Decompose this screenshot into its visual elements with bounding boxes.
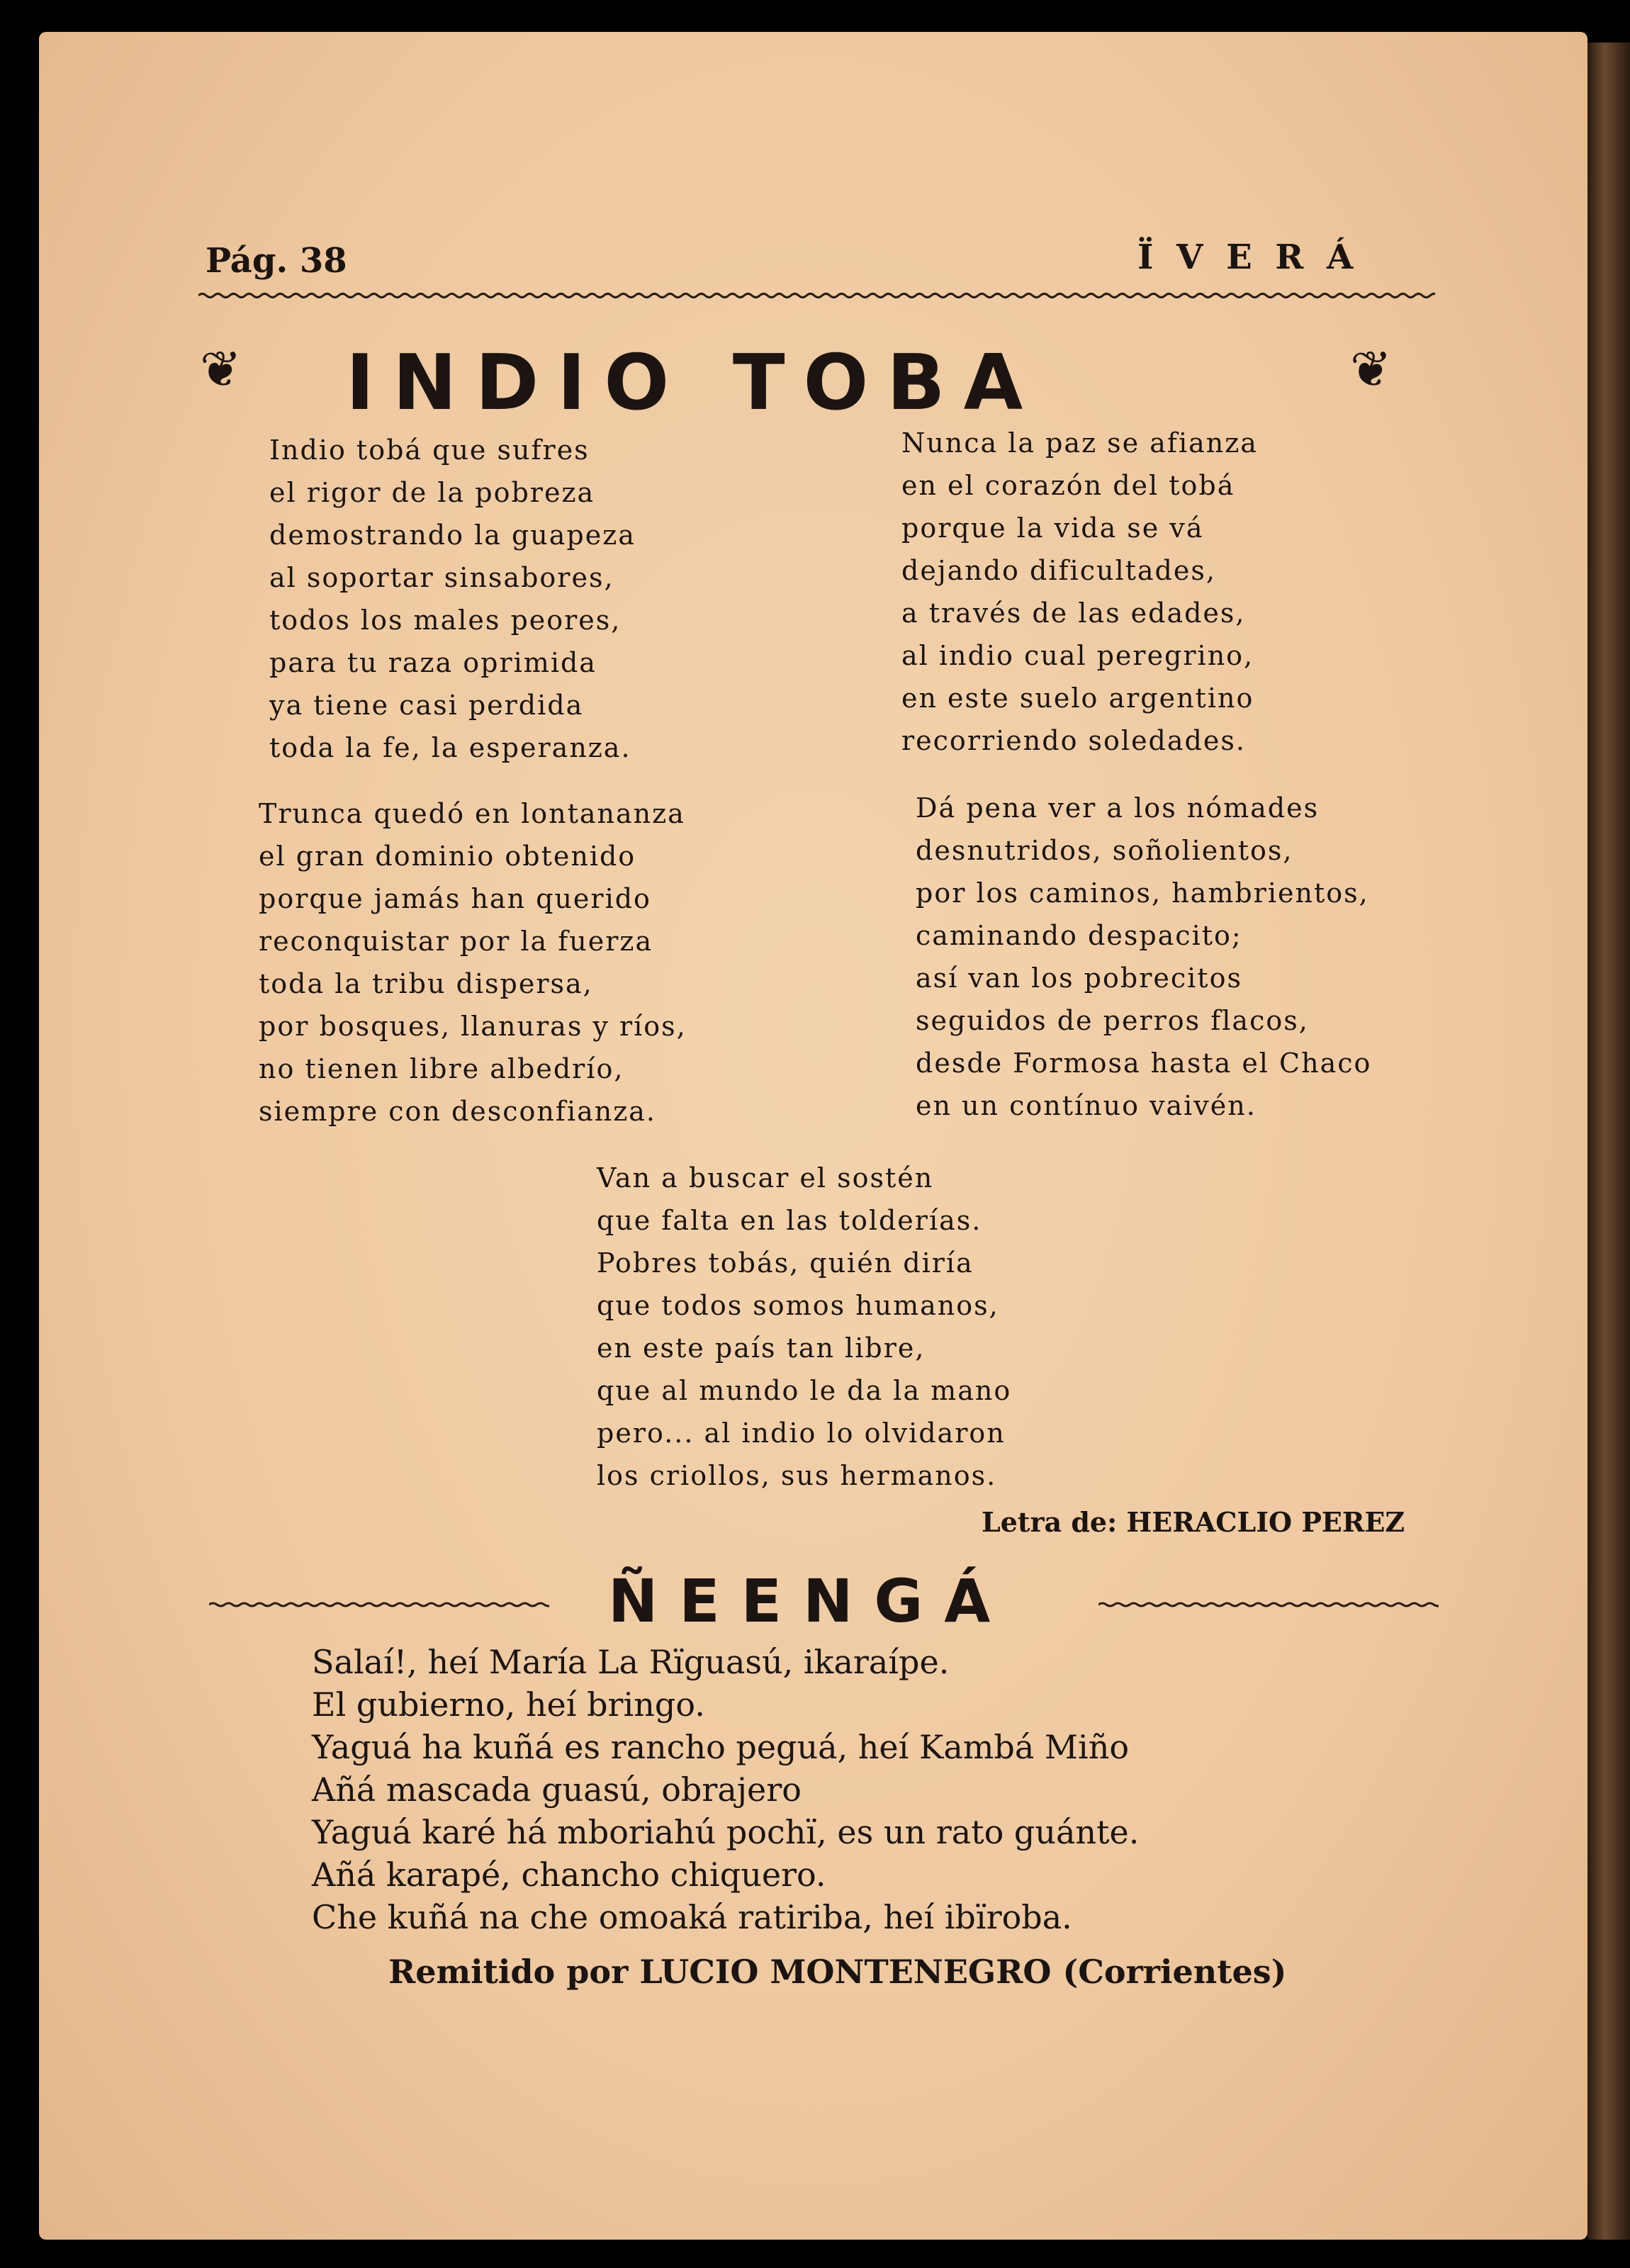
header-wavy-rule [198, 289, 1435, 302]
verse-line: toda la fe, la esperanza. [269, 732, 631, 763]
verse-line: siempre con desconfianza. [259, 1096, 656, 1127]
verse-line: en este país tan libre, [597, 1332, 926, 1364]
verse-line: por bosques, llanuras y ríos, [259, 1011, 687, 1042]
verse-line: los criollos, sus hermanos. [597, 1460, 997, 1491]
stanza-4 [916, 787, 1371, 1127]
poem-credit: Letra de: HERACLIO PEREZ [982, 1506, 1405, 1538]
verse-line: porque jamás han querido [259, 883, 651, 914]
verse-line: Van a buscar el sostén [597, 1162, 934, 1194]
verse-line: dejando dificultades, [901, 555, 1216, 586]
verse-line: seguidos de perros flacos, [916, 1005, 1309, 1036]
poem-title: INDIO TOBA [346, 339, 1042, 427]
verse-line: al soportar sinsabores, [269, 562, 614, 593]
verse-line: no tienen libre albedrío, [259, 1053, 624, 1084]
verse-line: Trunca quedó en lontananza [259, 798, 685, 829]
verse-line: toda la tribu dispersa, [259, 968, 593, 999]
left-ornament: ❦ [200, 340, 242, 398]
verse-line: que falta en las tolderías. [597, 1205, 982, 1236]
book-spine [1587, 43, 1630, 2240]
verse-line: por los caminos, hambrientos, [916, 877, 1369, 909]
prose-line: Salaí!, heí María La Rïguasú, ikaraípe. [312, 1643, 950, 1681]
right-wavy-rule [1098, 1598, 1439, 1612]
verse-line: Pobres tobás, quién diría [597, 1247, 974, 1279]
prose-line: Yaguá karé há mboriahú pochï, es un rato guánte. [312, 1813, 1140, 1851]
verse-line: así van los pobrecitos [916, 962, 1242, 994]
stanza-3 [901, 422, 1258, 762]
verse-line: Nunca la paz se afianza [901, 427, 1258, 459]
verse-line: Indio tobá que sufres [269, 434, 590, 466]
verse-line: el rigor de la pobreza [269, 477, 595, 508]
verse-line: caminando despacito; [916, 920, 1242, 951]
verse-line: ya tiene casi perdida [269, 690, 584, 721]
prose-line: El gubierno, heí bringo. [312, 1685, 705, 1724]
prose-line: Añá karapé, chancho chiquero. [312, 1856, 826, 1894]
verse-line: a través de las edades, [901, 597, 1246, 629]
verse-line: demostrando la guapeza [269, 520, 636, 551]
verse-line: en este suelo argentino [901, 683, 1254, 714]
left-wavy-rule [209, 1598, 549, 1612]
neenga-credit: Remitido por LUCIO MONTENEGRO (Corrientes) [388, 1953, 1287, 1991]
page-number: Pág. 38 [206, 241, 347, 281]
verse-line: desde Formosa hasta el Chaco [916, 1048, 1372, 1079]
right-ornament: ❦ [1350, 340, 1392, 398]
verse-line: desnutridos, soñolientos, [916, 835, 1293, 866]
neenga-title: ÑEENGÁ [608, 1566, 1012, 1636]
verse-line: al indio cual peregrino, [901, 640, 1254, 671]
verse-line: para tu raza oprimida [269, 647, 597, 678]
stanza-5 [597, 1157, 1011, 1497]
prose-line: Añá mascada guasú, obrajero [312, 1770, 802, 1809]
magazine-name: Ï V E R Á [1137, 237, 1359, 277]
stanza-2 [259, 792, 687, 1133]
verse-line: porque la vida se vá [901, 512, 1204, 544]
prose-line: Yaguá ha kuñá es rancho peguá, heí Kambá Miño [312, 1728, 1130, 1766]
verse-line: en un contínuo vaivén. [916, 1090, 1257, 1121]
verse-line: pero... al indio lo olvidaron [597, 1418, 1006, 1449]
verse-line: Dá pena ver a los nómades [916, 792, 1320, 824]
verse-line: que al mundo le da la mano [597, 1375, 1012, 1406]
verse-line: en el corazón del tobá [901, 470, 1235, 501]
verse-line: que todos somos humanos, [597, 1290, 999, 1321]
stanza-1 [269, 429, 636, 769]
prose-line: Che kuñá na che omoaká ratiriba, heí ibïroba. [312, 1898, 1072, 1936]
verse-line: recorriendo soledades. [901, 725, 1246, 756]
verse-line: el gran dominio obtenido [259, 841, 636, 872]
verse-line: todos los males peores, [269, 605, 622, 636]
neenga-text [312, 1641, 1139, 1938]
verse-line: reconquistar por la fuerza [259, 926, 653, 957]
